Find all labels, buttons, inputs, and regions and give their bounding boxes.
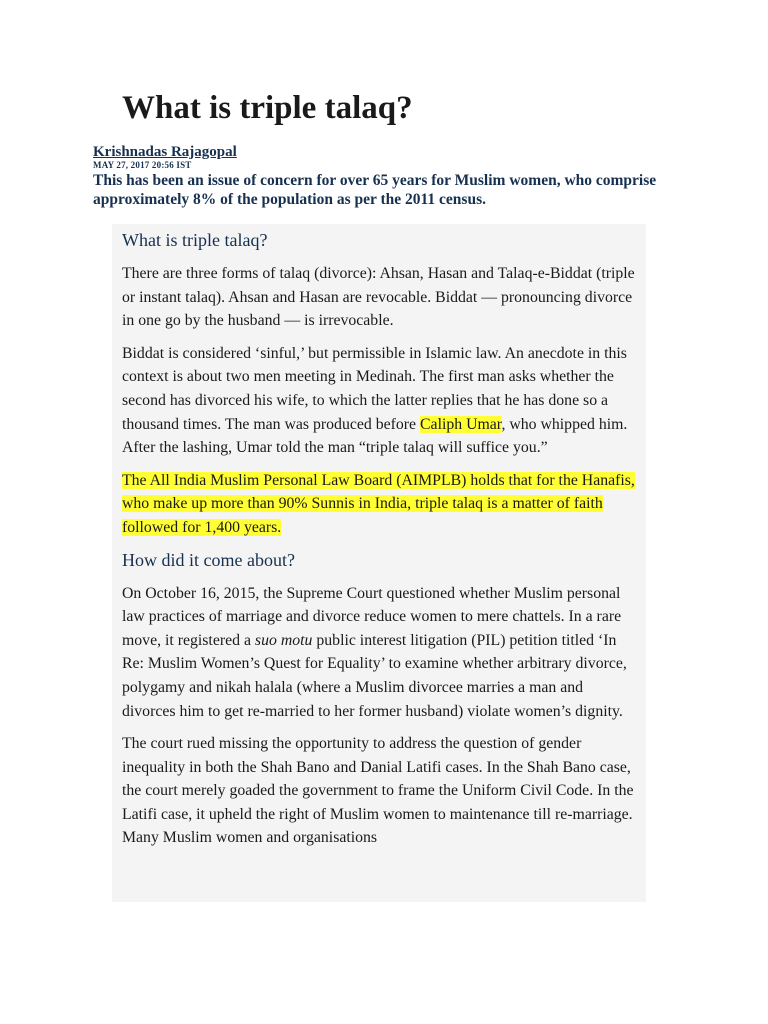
article-summary: This has been an issue of concern for over 65 years for Muslim women, who comprise approximately 8% of the population as per the 2011 census.	[93, 172, 657, 208]
paragraph-text: , who whipped him. After the lashing, Umar told the man “triple talaq will suffice you.”	[122, 415, 628, 457]
section-heading-how-did: How did it come about?	[122, 549, 295, 570]
italic-text: suo motu	[254, 631, 313, 649]
paragraph	[122, 469, 636, 540]
paragraph	[122, 582, 636, 724]
paragraph-text: public interest litigation (PIL) petition titled ‘In Re: Muslim Women’s Quest for Equality’ to examine whether arbitrary divorce, polygamy and nikah halala (where a Muslim divorcee marries a man and divorces him to get re-married to her former husband) violate women’s dignity.	[122, 631, 627, 720]
highlighted-text: The All India Muslim Personal Law Board (AIMPLB) holds that for the Hanafis, who make up more than 90% Sunnis in India, triple talaq is a matter of faith followed for 1,400 years.	[122, 471, 635, 536]
paragraph: The court rued missing the opportunity to address the question of gender inequality in both the Shah Bano and Danial Latifi cases. In the Shah Bano case, the court merely goaded the government to frame the Uniform Civil Code. In the Latifi case, it upheld the right of Muslim women to maintenance till re-marriage. Many Muslim women and organisations	[122, 735, 634, 847]
article-body	[112, 224, 646, 902]
paragraph: There are three forms of talaq (divorce): Ahsan, Hasan and Talaq-e-Biddat (triple or instant talaq). Ahsan and Hasan are revocable. Biddat — pronouncing divorce in one go by the husband — is irrevocable.	[122, 265, 635, 330]
publish-date: MAY 27, 2017 20:56 IST	[93, 160, 192, 170]
section-heading-what-is: What is triple talaq?	[122, 230, 268, 250]
author-link[interactable]: Krishnadas Rajagopal	[93, 144, 237, 160]
paragraph-text: Biddat is considered ‘sinful,’ but permissible in Islamic law. An anecdote in this context is about two men meeting in Medinah. The first man asks whether the second has divorced his wife, to which the latter replies that he has done so a thousand times. The man was produced before	[122, 344, 627, 433]
highlighted-text: Caliph Umar	[420, 415, 502, 433]
page-title: What is triple talaq?	[122, 90, 413, 126]
paragraph-text: On October 16, 2015, the Supreme Court questioned whether Muslim personal law practices of marriage and divorce reduce women to mere chattels. In a rare move, it registered a	[122, 584, 622, 649]
paragraph	[122, 342, 636, 460]
